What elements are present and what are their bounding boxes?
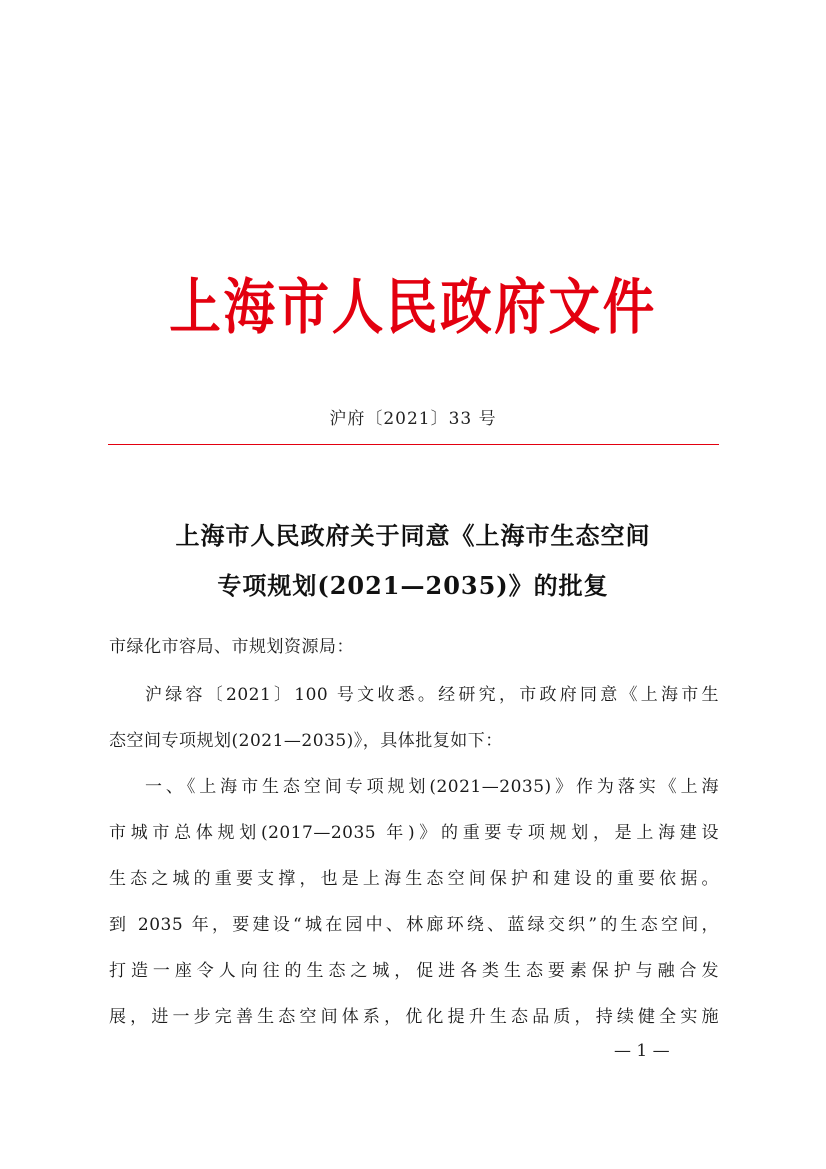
body-line: 沪绿容〔2021〕100 号文收悉。经研究，市政府同意《上海市生: [145, 685, 719, 705]
body-line: 市城市总体规划(2017—2035 年)》的重要专项规划，是上海建设: [109, 823, 719, 843]
document-title-line-2: 专项规划(2021—2035)》的批复: [217, 571, 609, 600]
body-line: 到 2035 年，要建设“城在园中、林廊环绕、蓝绿交织”的生态空间，: [109, 915, 719, 935]
document-title-line-1: 上海市人民政府关于同意《上海市生态空间: [175, 521, 651, 550]
red-divider-line: [108, 444, 719, 445]
document-masthead: 上海市人民政府文件: [169, 273, 657, 343]
body-line: 态空间专项规划(2021—2035)》，具体批复如下：: [109, 731, 503, 751]
addressee: 市绿化市容局、市规划资源局：: [109, 637, 354, 657]
page-number: — 1 —: [614, 1041, 670, 1061]
document-number: 沪府〔2021〕33 号: [329, 409, 497, 429]
body-line: 打造一座令人向往的生态之城，促进各类生态要素保护与融合发: [109, 961, 719, 981]
body-line: 生态之城的重要支撑，也是上海生态空间保护和建设的重要依据。: [109, 869, 719, 889]
body-line: 展，进一步完善生态空间体系，优化提升生态品质，持续健全实施: [109, 1007, 719, 1027]
body-line: 一、《上海市生态空间专项规划(2021—2035)》作为落实《上海: [145, 777, 719, 797]
